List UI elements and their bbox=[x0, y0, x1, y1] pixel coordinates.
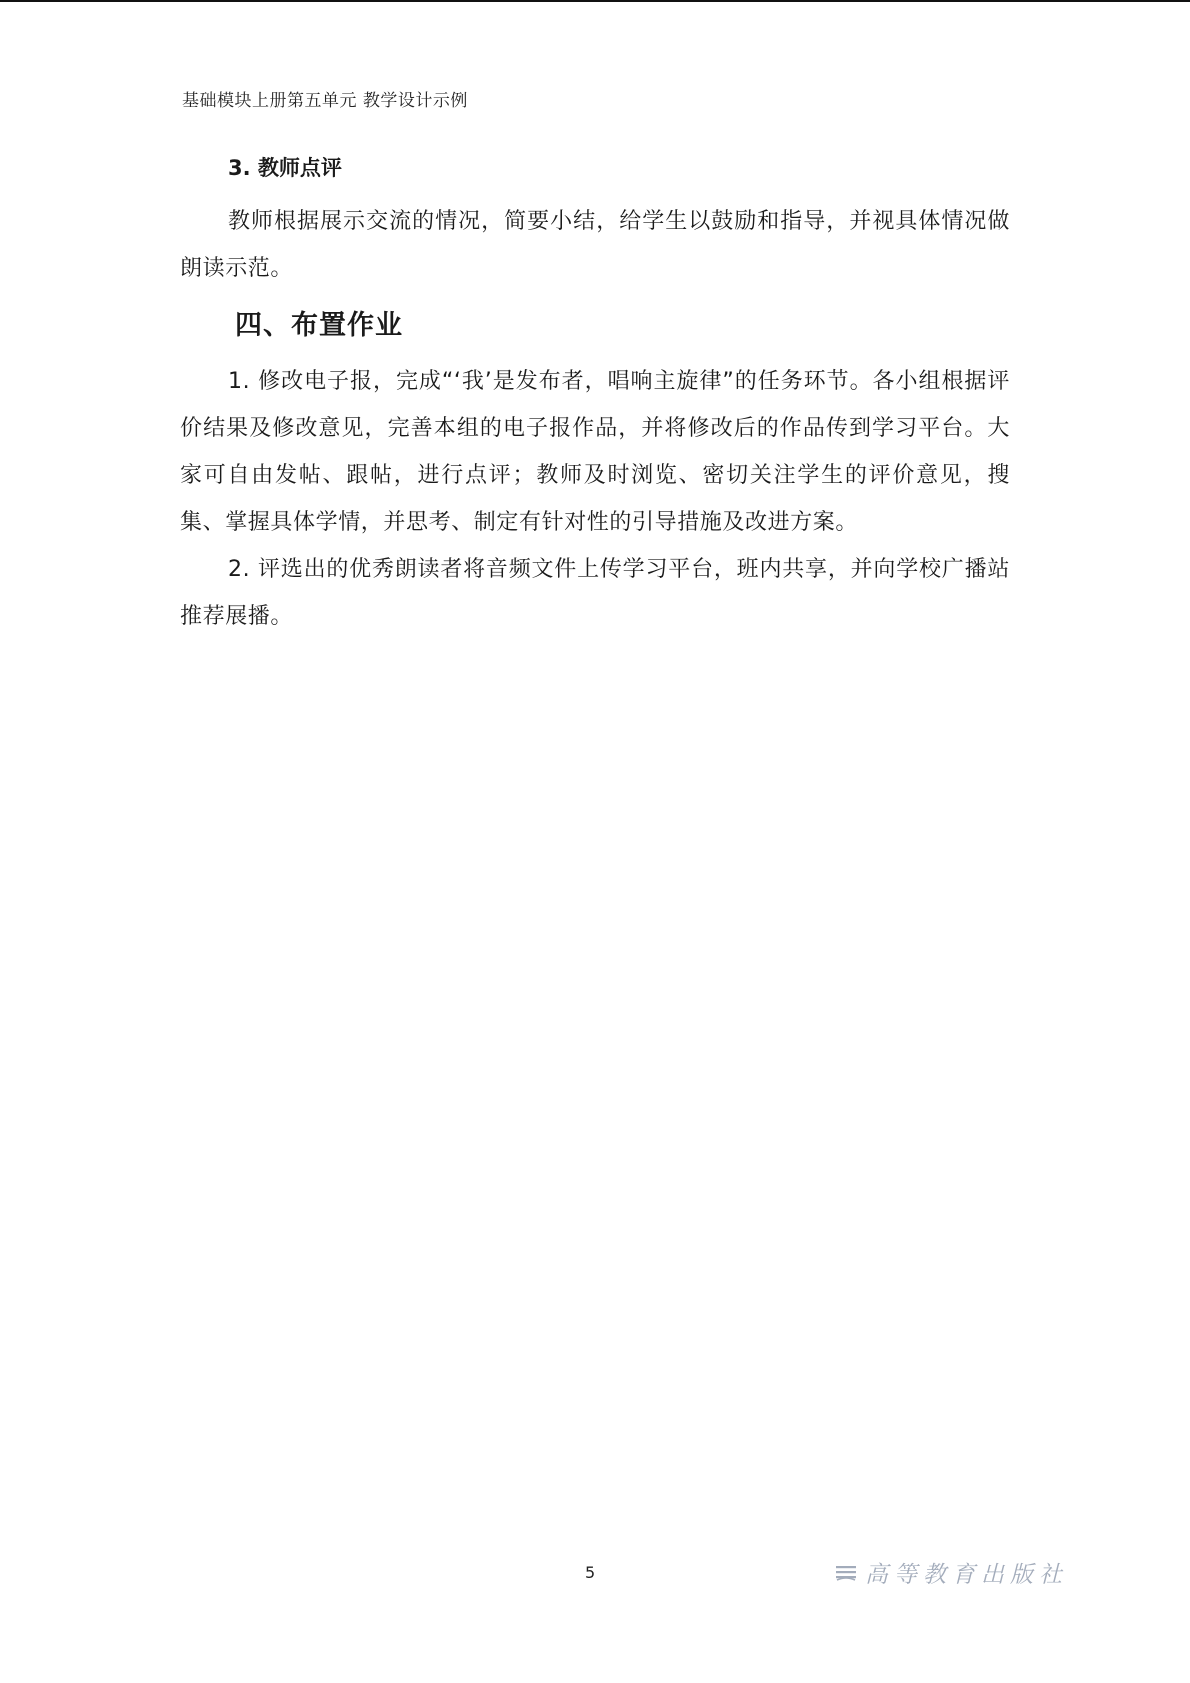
section-heading-homework: 四、布置作业 bbox=[235, 310, 403, 341]
paragraph-homework-item-1: 1. 修改电子报，完成“‘我’是发布者，唱响主旋律”的任务环节。各小组根据评价结果及修改意见，完善本组的电子报作品，并将修改后的作品传到学习平台。大家可自由发帖、跟帖，进行点评；教师及时浏览、密切关注学生的评价意见，搜集、掌握具体学情，并思考、制定有针对性的引导措施及改进方案。 bbox=[180, 369, 1010, 535]
paragraph-teacher-review: 教师根据展示交流的情况，简要小结，给学生以鼓励和指导，并视具体情况做朗读示范。 bbox=[180, 209, 1010, 281]
subheading-teacher-review: 3. 教师点评 bbox=[228, 156, 342, 180]
publisher-name: 高等教育出版社 bbox=[865, 1562, 1068, 1588]
publisher-logo-icon bbox=[835, 1564, 857, 1582]
page-number: 5 bbox=[585, 1563, 596, 1582]
publisher-mark bbox=[835, 1556, 1068, 1589]
paragraph-homework-item-2: 2. 评选出的优秀朗读者将音频文件上传学习平台，班内共享，并向学校广播站推荐展播。 bbox=[180, 557, 1010, 629]
page-body bbox=[180, 148, 1010, 640]
top-border-rule bbox=[0, 0, 1190, 2]
running-header: 基础模块上册第五单元 教学设计示例 bbox=[182, 91, 468, 111]
